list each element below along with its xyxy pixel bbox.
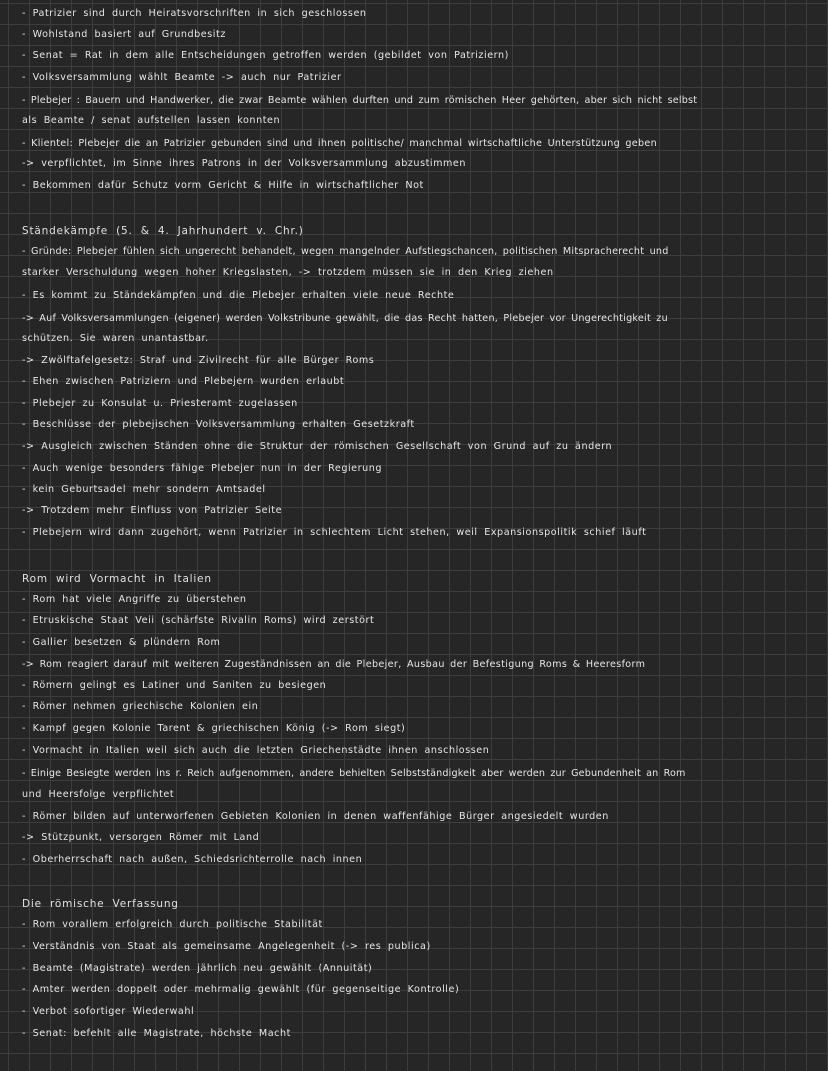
note-line: - Auch wenige besonders fähige Plebejer nun in der Regierung (22, 463, 383, 474)
note-line: -> Ausgleich zwischen Ständen ohne die Struktur der römischen Gesellschaft von Grund auf zu ändern (22, 441, 613, 452)
note-line: und Heersfolge verpflichtet (22, 789, 175, 800)
note-line: -> Auf Volksversammlungen (eigener) werden Volkstribune gewählt, die das Recht hatten, Plebejer vor Ungerechtigkeit zu (22, 313, 668, 324)
note-line: - Gründe: Plebejer fühlen sich ungerecht behandelt, wegen mangelnder Aufstiegschancen, politischen Mitspracherecht und (22, 246, 669, 257)
note-line: - Verbot sofortiger Wiederwahl (22, 1006, 195, 1017)
note-line: - Bekommen dafür Schutz vorm Gericht & Hilfe in wirtschaftlicher Not (22, 180, 424, 191)
note-line: - Plebejern wird dann zugehört, wenn Patrizier in schlechtem Licht stehen, weil Expansionspolitik schief läuft (22, 527, 647, 538)
note-line: - Beamte (Magistrate) werden jährlich neu gewählt (Annuität) (22, 963, 373, 974)
note-line: - Römern gelingt es Latiner und Saniten zu besiegen (22, 680, 327, 691)
note-line: - Römer bilden auf unterworfenen Gebieten Kolonien in denen waffenfähige Bürger angesiedelt wurden (22, 811, 609, 822)
note-line: - Senat: befehlt alle Magistrate, höchste Macht (22, 1028, 291, 1039)
note-line: starker Verschuldung wegen hoher Kriegslasten, -> trotzdem müssen sie in den Krieg ziehen (22, 267, 554, 278)
note-line: -> Rom reagiert darauf mit weiteren Zugeständnissen an die Plebejer, Ausbau der Befestigung Roms & Heeresform (22, 659, 646, 670)
note-line: - Römer nehmen griechische Kolonien ein (22, 701, 259, 712)
note-line: - Ehen zwischen Patriziern und Plebejern wurden erlaubt (22, 376, 345, 387)
note-line: - Beschlüsse der plebejischen Volksversammlung erhalten Gesetzkraft (22, 419, 415, 430)
note-line: - Volksversammlung wählt Beamte -> auch nur Patrizier (22, 72, 342, 83)
note-line: schützen. Sie waren unantastbar. (22, 333, 209, 344)
note-line: -> Zwölftafelgesetz: Straf und Zivilrecht für alle Bürger Roms (22, 355, 375, 366)
note-line: -> Stützpunkt, versorgen Römer mit Land (22, 832, 260, 843)
note-line: - Es kommt zu Ständekämpfen und die Plebejer erhalten viele neue Rechte (22, 290, 455, 301)
note-line: - Etruskische Staat Veii (schärfste Rivalin Roms) wird zerstört (22, 615, 375, 626)
note-line: - Wohlstand basiert auf Grundbesitz (22, 29, 226, 40)
note-line: - kein Geburtsadel mehr sondern Amtsadel (22, 484, 266, 495)
note-line: - Ämter werden doppelt oder mehrmalig gewählt (für gegenseitige Kontrolle) (22, 984, 460, 995)
note-line: - Plebejer : Bauern und Handwerker, die zwar Beamte wählen durften und zum römischen Heer gehörten, aber sich nicht selbst (22, 95, 698, 106)
note-line: - Einige Besiegte werden ins r. Reich aufgenommen, andere behielten Selbstständigkeit aber werden zur Gebundenheit an Rom (22, 768, 686, 779)
note-line: -> verpflichtet, im Sinne ihres Patrons in der Volksversammlung abzustimmen (22, 158, 467, 169)
note-line: - Senat = Rat in dem alle Entscheidungen getroffen werden (gebildet von Patriziern) (22, 50, 509, 61)
note-line: - Gallier besetzen & plündern Rom (22, 637, 221, 648)
section-heading: Ständekämpfe (5. & 4. Jahrhundert v. Chr.) (22, 225, 304, 237)
note-line: - Plebejer zu Konsulat u. Priesteramt zugelassen (22, 398, 298, 409)
note-line: - Patrizier sind durch Heiratsvorschriften in sich geschlossen (22, 8, 367, 19)
section-heading: Die römische Verfassung (22, 898, 179, 910)
section-heading: Rom wird Vormacht in Italien (22, 573, 212, 585)
note-line: - Oberherrschaft nach außen, Schiedsrichterrolle nach innen (22, 854, 363, 865)
note-line: - Rom hat viele Angriffe zu überstehen (22, 594, 247, 605)
note-line: als Beamte / senat aufstellen lassen konnten (22, 115, 281, 126)
note-line: - Klientel: Plebejer die an Patrizier gebunden sind und ihnen politische/ manchmal wirtschaftliche Unterstützung geben (22, 138, 657, 149)
note-line: - Kampf gegen Kolonie Tarent & griechischen König (-> Rom siegt) (22, 723, 406, 734)
note-line: - Vormacht in Italien weil sich auch die letzten Griechenstädte ihnen anschlossen (22, 745, 490, 756)
note-line: -> Trotzdem mehr Einfluss von Patrizier Seite (22, 505, 283, 516)
note-line: - Verständnis von Staat als gemeinsame Angelegenheit (-> res publica) (22, 941, 431, 952)
note-line: - Rom vorallem erfolgreich durch politische Stabilität (22, 919, 323, 930)
